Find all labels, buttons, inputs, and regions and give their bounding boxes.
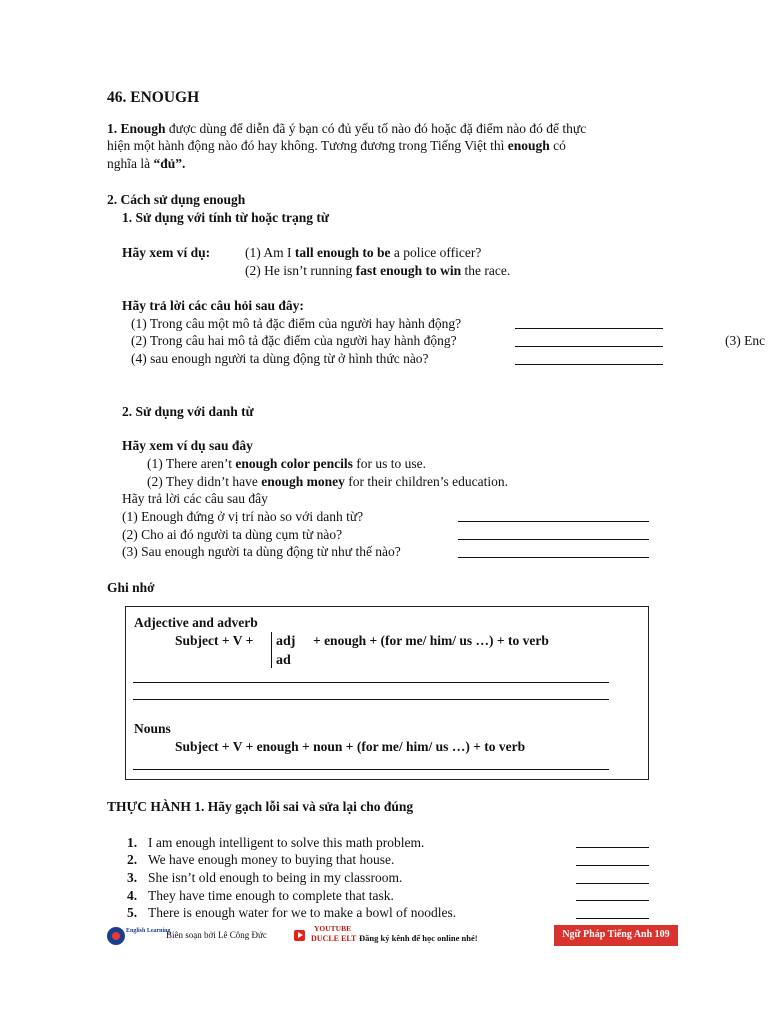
intro-text-2: hiện một hành động nào đó hay không. Tương đương trong Tiếng Việt thì <box>107 138 508 153</box>
example-2-start: (2) He isn’t running <box>245 263 356 278</box>
adj-formula-rest: + enough + (for me/ him/ us …) + to verb <box>313 633 549 648</box>
noun-example-1 <box>147 455 426 472</box>
subscribe-text: Đăng ký kênh để học online nhé! <box>359 933 478 943</box>
answer-line <box>515 328 663 329</box>
youtube-icon <box>294 930 305 941</box>
intro-text-2-end: có <box>549 138 566 153</box>
noun-question-1: (1) Enough đứng ở vị trí nào so với danh từ? <box>122 509 364 524</box>
note-line <box>133 699 609 700</box>
adj-adv-heading: Adjective and adverb <box>134 615 258 630</box>
example-2-end: the race. <box>461 263 511 278</box>
logo-text: English Learning <box>126 928 171 934</box>
practice-sentence: She isn’t old enough to being in my classroom. <box>148 870 403 885</box>
section-adj-adv-title: 1. Sử dụng với tính từ hoặc trạng từ <box>122 210 329 225</box>
example-1-start: (1) Am I <box>245 245 295 260</box>
formula-bracket <box>271 632 272 668</box>
questions-title: Hãy trả lời các câu hỏi sau đây: <box>122 298 304 313</box>
practice-sentence: There is enough water for we to make a bowl of noodles. <box>148 905 457 920</box>
section-noun-title: 2. Sử dụng với danh từ <box>122 404 254 419</box>
noun-example-1-end: for us to use. <box>352 456 426 471</box>
practice-number: 1. <box>127 835 138 850</box>
nouns-heading: Nouns <box>134 721 171 736</box>
example-1-end: a police officer? <box>390 245 482 260</box>
intro-line-2 <box>107 137 566 154</box>
answer-line <box>458 557 649 558</box>
noun-example-2-key: enough money <box>261 474 345 489</box>
note-line <box>133 682 609 683</box>
intro-enough-word: enough <box>507 138 550 153</box>
practice-title: THỰC HÀNH 1. Hãy gạch lỗi sai và sửa lại cho đúng <box>107 799 414 814</box>
page-banner: Ngữ Pháp Tiếng Anh 109 <box>554 925 678 946</box>
play-icon <box>298 932 303 938</box>
practice-sentence: I am enough intelligent to solve this math problem. <box>148 835 425 850</box>
practice-sentence: They have time enough to complete that task. <box>148 888 394 903</box>
noun-example-2-start: (2) They didn’t have <box>147 474 262 489</box>
question-4: (4) sau enough người ta dùng động từ ở hình thức nào? <box>131 351 429 366</box>
example-2 <box>245 262 510 279</box>
intro-line-1 <box>107 120 586 137</box>
practice-number: 3. <box>127 870 138 885</box>
noun-example-1-key: enough color pencils <box>235 456 353 471</box>
intro-text-3: nghĩa là <box>107 156 154 171</box>
youtube-label: YOUTUBE <box>314 924 352 933</box>
question-3-cut: (3) Enc <box>725 333 766 348</box>
page-title: 46. ENOUGH <box>107 89 200 106</box>
adv-word: ad <box>276 653 291 668</box>
intro-meaning: “đủ”. <box>153 156 186 171</box>
examples-label: Hãy xem ví dụ: <box>122 245 211 260</box>
practice-number: 5. <box>127 905 138 920</box>
intro-enough: 1. Enough <box>107 121 166 136</box>
channel-name: DUCLE ELT <box>311 934 357 943</box>
intro-line-3 <box>107 155 185 172</box>
answer-line <box>576 918 649 919</box>
answer-line <box>458 539 649 540</box>
answer-line <box>458 521 649 522</box>
question-2: (2) Trong câu hai mô tả đặc điểm của người hay hành động? <box>131 333 457 348</box>
noun-question-2: (2) Cho ai đó người ta dùng cụm từ nào? <box>122 527 343 542</box>
answer-line <box>576 900 649 901</box>
noun-question-3: (3) Sau enough người ta dùng động từ như thế nào? <box>122 544 401 559</box>
intro-text-1: được dùng để diễn đã ý bạn có đủ yếu tố nào đó hoặc đặ điểm nào đó để thực <box>165 121 587 136</box>
remember-label: Ghi nhớ <box>107 580 155 595</box>
answer-line <box>515 364 663 365</box>
author-credit: Biên soạn bởi Lê Công Đức <box>166 930 267 940</box>
example-1 <box>245 244 481 261</box>
answer-line <box>515 346 663 347</box>
logo-dot-icon <box>112 932 120 940</box>
example-2-key: fast enough to win <box>355 263 462 278</box>
question-1: (1) Trong câu một mô tả đặc điểm của người hay hành động? <box>131 316 462 331</box>
practice-number: 2. <box>127 852 138 867</box>
section-usage-title: 2. Cách sử dụng enough <box>107 192 246 207</box>
noun-questions-title: Hãy trả lời các câu sau đây <box>122 491 268 506</box>
noun-example-2 <box>147 473 508 490</box>
example-1-key: tall enough to be <box>294 245 391 260</box>
adj-formula-subject: Subject + V + <box>175 633 254 648</box>
noun-example-2-end: for their children’s education. <box>344 474 508 489</box>
note-line <box>133 769 609 770</box>
adj-word: adj <box>276 634 296 649</box>
noun-example-1-start: (1) There aren’t <box>147 456 236 471</box>
answer-line <box>576 847 649 848</box>
answer-line <box>576 883 649 884</box>
practice-sentence: We have enough money to buying that house. <box>148 852 395 867</box>
noun-formula: Subject + V + enough + noun + (for me/ him/ us …) + to verb <box>175 739 526 754</box>
answer-line <box>576 865 649 866</box>
noun-examples-label: Hãy xem ví dụ sau đây <box>122 438 253 453</box>
practice-number: 4. <box>127 888 138 903</box>
